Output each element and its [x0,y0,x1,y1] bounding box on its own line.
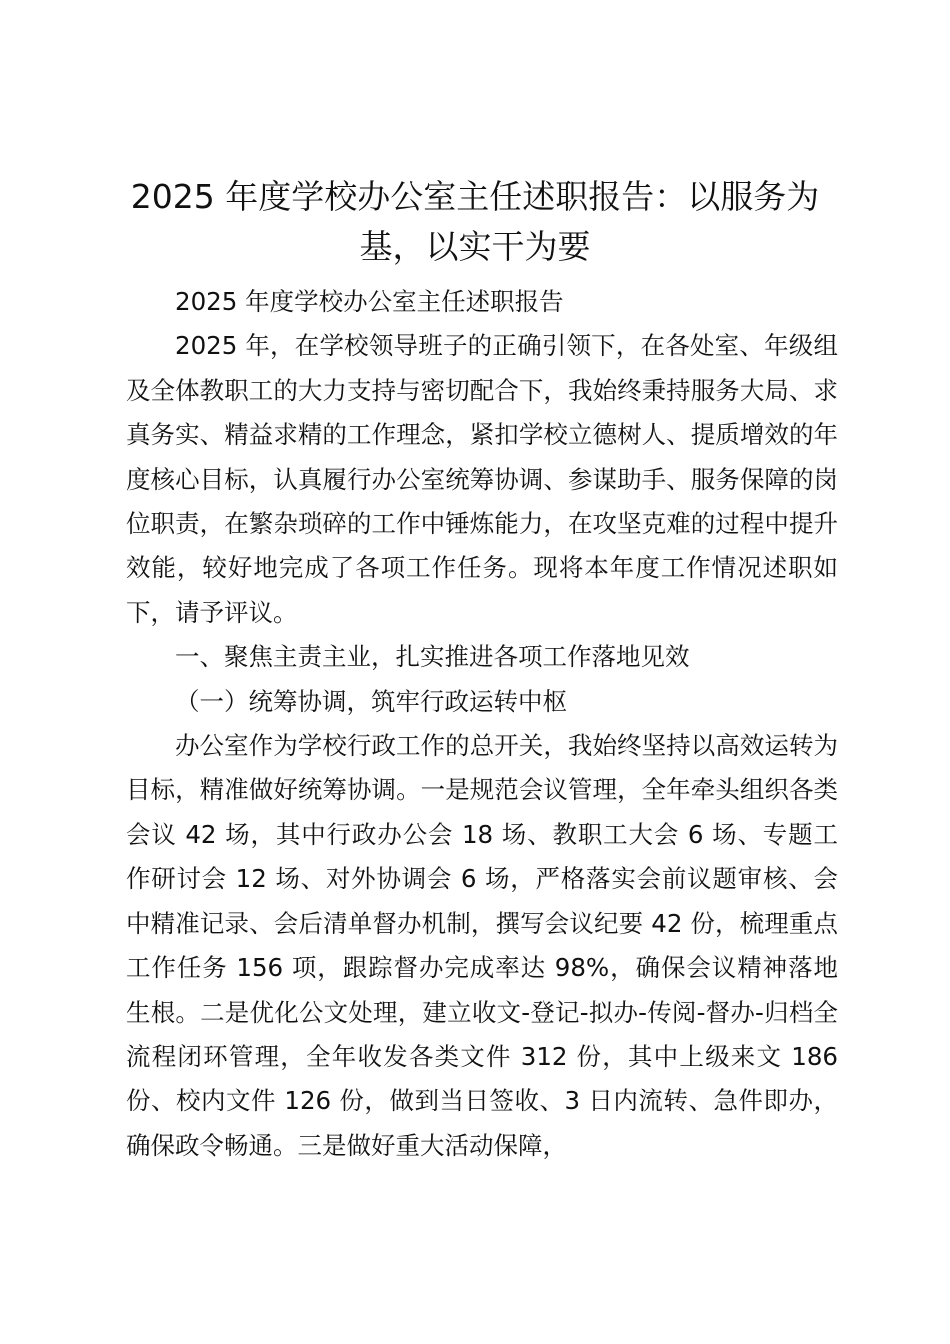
document-subtitle: 2025 年度学校办公室主任述职报告 [175,287,564,316]
body-paragraph: 办公室作为学校行政工作的总开关，我始终坚持以高效运转为目标，精准做好统筹协调。一是规范会议管理，全年牵头组织各类会议 42 场，其中行政办公会 18 场、教职工大会 6 场、专题工作研讨会 12 场、对外协调会 6 场，严格落实会前议题审核、会中精准记录、会后清单督办机制，撰写会议纪要 42 份，梳理重点工作任务 156 项，跟踪督办完成率达 98%，确保会议精神落地生根。二是优化公文处理，建立收文-登记-拟办-传阅-督办-归档全流程闭环管理，全年收发各类文件 312 份，其中上级来文 186 份、校内文件 126 份，做到当日签收、3 日内流转、急件即办，确保政令畅通。三是做好重大活动保障， [126,731,838,1160]
document-title: 2025 年度学校办公室主任述职报告：以服务为基，以实干为要 [130,177,820,266]
section-heading: 一、聚焦主责主业，扎实推进各项工作落地见效 [175,642,690,672]
intro-paragraph: 2025 年，在学校领导班子的正确引领下，在各处室、年级组及全体教职工的大力支持与密切配合下，我始终秉持服务大局、求真务实、精益求精的工作理念，紧扣学校立德树人、提质增效的年度核心目标，认真履行办公室统筹协调、参谋助手、服务保障的岗位职责，在繁杂琐碎的工作中锤炼能力，在攻坚克难的过程中提升效能，较好地完成了各项工作任务。现将本年度工作情况述职如下，请予评议。 [126,331,838,627]
subsection-heading: （一）统筹协调，筑牢行政运转中枢 [175,686,567,716]
document-body [126,280,838,1168]
